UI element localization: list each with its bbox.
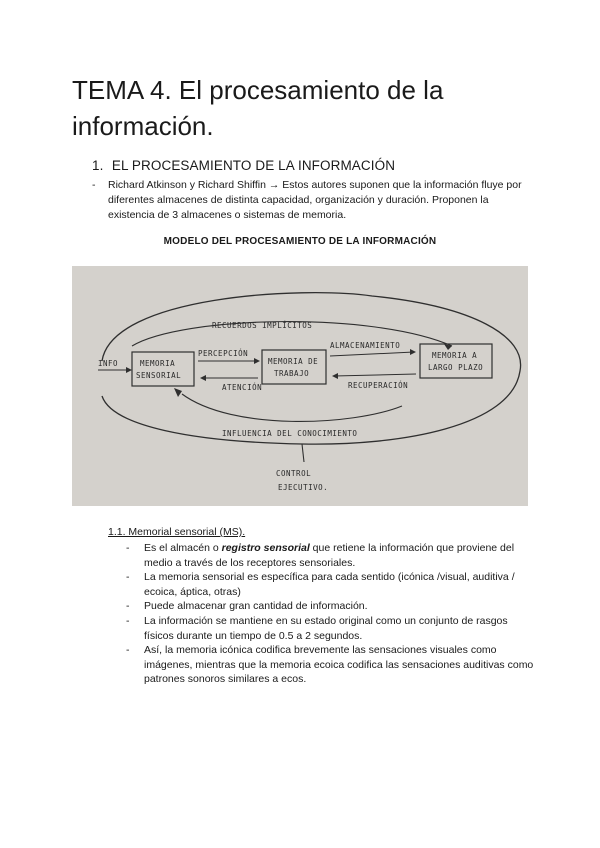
subsection-bullet-list [126,541,536,687]
bullet-text: Richard Atkinson y Richard Shiffin → Estos autores suponen que la información fluye por diferentes almacenes de distinta capacidad, organización y duración. Proponen la existencia de 3 almacenes o sistemas de memoria. [108,179,522,221]
recuperacion-label: RECUPERACIÓN [348,381,409,390]
page-title: TEMA 4. El procesamiento de la información. [72,75,444,141]
bullet-text: Así, la memoria icónica codifica brevemente las sensaciones visuales como imágenes, mientras que la memoria ecoica codifica las sensaciones auditivas como patrones sonoros similares a ecos. [144,644,534,686]
bullet-text: Puede almacenar gran cantidad de información. [144,600,368,613]
atencion-label: ATENCIÓN [222,383,263,392]
mt-line1: MEMORIA DE [268,357,319,366]
almacenamiento-label: ALMACENAMIENTO [330,341,401,350]
model-diagram-photo [72,266,528,506]
bullet-dash: - [126,542,130,554]
bullet-dash: - [126,614,130,627]
section-heading-text: EL PROCESAMIENTO DE LA INFORMACIÓN [111,158,396,173]
ms-line1: MEMORIA [140,359,176,368]
mt-line2: TRABAJO [274,369,310,378]
bullet-text-bold: registro sensorial [221,542,310,554]
list-item [126,643,536,687]
list-item [126,570,536,599]
section-number: 1. [92,158,104,173]
bullet-dash: - [126,571,130,584]
mlp-line2: LARGO PLAZO [428,363,484,372]
influencia-label: INFLUENCIA DEL CONOCIMIENTO [222,429,358,438]
list-item [126,599,536,614]
bullet-text: La memoria sensorial es específica para cada sentido (icónica /visual, auditiva / ecoica, áptica, otras) [144,571,515,598]
list-item [92,178,522,223]
model-title: MODELO DEL PROCESAMIENTO DE LA INFORMACIÓN [163,236,437,247]
control-line2: EJECUTIVO. [278,483,329,492]
info-label: INFO [98,359,119,368]
section-bullet-list [92,178,522,223]
recuerdos-label: RECUERDOS IMPLÍCITOS [212,321,313,330]
mlp-line1: MEMORIA A [432,351,478,360]
bullet-dash: - [92,179,96,191]
control-line1: CONTROL [276,469,312,478]
list-item [126,614,536,643]
bullet-dash: - [126,600,130,613]
ms-line2: SENSORIAL [136,371,182,380]
bullet-text-post: que retiene la información que proviene del medio a través de los receptores sensoriales. [144,542,515,569]
bullet-dash: - [126,644,130,657]
model-diagram [72,266,528,506]
percepcion-label: PERCEPCIÓN [198,349,249,358]
section-heading [92,158,395,173]
bullet-text-pre: Es el almacén o [144,542,222,554]
subsection-heading: 1.1. Memorial sensorial (MS). [108,526,246,538]
bullet-text: La información se mantiene en su estado original como un conjunto de rasgos físicos durante un tiempo de 0.5 a 2 segundos. [144,614,508,642]
list-item [126,541,536,570]
